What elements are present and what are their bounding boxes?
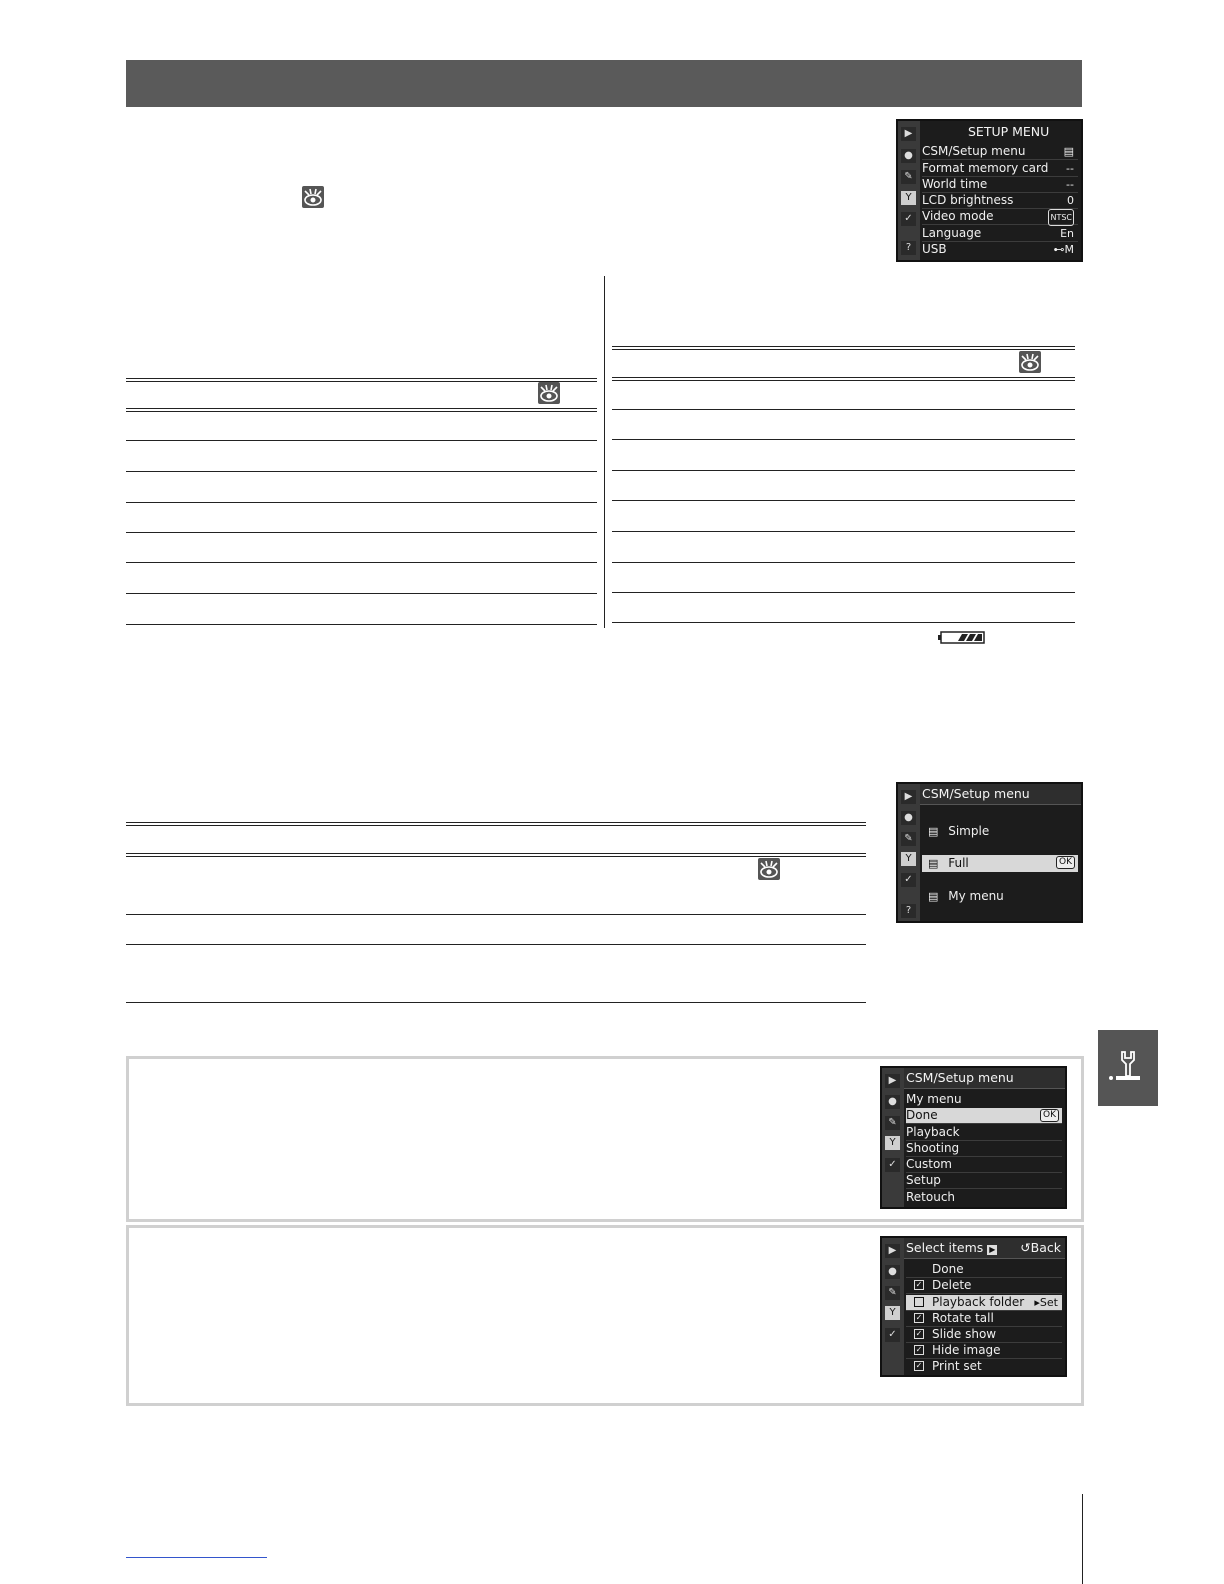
shooting-tab-icon: ● [901,811,916,825]
setup-tab-icon: Y [901,191,916,205]
back-icon: ↺ [1020,1240,1031,1255]
table-rule [612,470,1075,471]
table-rule [612,531,1075,532]
playback-tab-icon: ▶ [901,127,916,141]
checkbox-checked: ✓ [915,1344,923,1354]
table-rule [612,562,1075,563]
checkbox-unchecked [914,1297,924,1307]
my-menu-icon: ▤ [928,890,939,903]
menu-item: World time -- [922,177,1078,193]
table-rule [126,822,866,826]
footer-link-underline [126,1557,267,1558]
table-rule [126,624,597,625]
table-rule [126,593,597,594]
setup-tab-icon: Y [885,1306,900,1320]
back-label: ↺Back [1020,1240,1061,1255]
page-reference-icon [302,186,324,208]
table-rule [126,853,866,857]
menu-item: Custom [906,1157,1062,1173]
list-item: ✓ Print set [915,1359,982,1373]
playback-icon: ▶ [989,1245,996,1254]
checkbox-checked: ✓ [915,1312,923,1322]
menu-tab-column [882,1068,904,1207]
table-rule [126,408,597,412]
list-item: ✓ Hide image [906,1343,1062,1359]
table-rule [612,622,1075,623]
sub-title: My menu [906,1092,962,1106]
select-items-screenshot [880,1236,1067,1377]
checkbox-checked: ✓ [915,1279,923,1289]
screen-title: Select items ▶ [906,1240,996,1255]
list-item: ✓ Delete [906,1278,1062,1294]
screen-title: SETUP MENU [968,124,1050,139]
playback-tab-icon: ▶ [885,1074,900,1088]
menu-tab-column [898,121,920,260]
playback-tab-icon: ▶ [885,1244,900,1258]
list-item: ✓ Slide show [906,1327,1062,1343]
table-rule [126,440,597,441]
custom-tab-icon: ✎ [885,1286,900,1300]
page-edge-rule [1082,1494,1083,1584]
section-header-bar [126,60,1082,107]
checkbox-checked: ✓ [915,1328,923,1338]
shooting-tab-icon: ● [885,1095,900,1109]
custom-tab-icon: ✎ [901,832,916,846]
table-rule [612,439,1075,440]
menu-item: Shooting [906,1141,1062,1157]
page-reference-icon [758,858,780,880]
menu-item: Video mode NTSC [922,209,1078,225]
setup-menu-screenshot [896,119,1083,262]
menu-tab-column [898,784,920,921]
setup-section-tab [1098,1030,1158,1106]
menu-option: ▤ Simple [928,824,990,838]
full-icon: ▤ [928,857,939,870]
table-rule [126,1002,866,1003]
table-rule [612,409,1075,410]
shooting-tab-icon: ● [901,149,916,163]
menu-item: USB ⊷M [922,242,1074,256]
help-icon: ? [901,241,916,255]
ok-badge: OK [1056,856,1075,869]
list-item: Done [906,1262,1062,1278]
checkbox-checked: ✓ [915,1360,923,1370]
list-item-selected: Playback folder ▸Set [906,1295,1062,1311]
table-rule [612,377,1075,381]
menu-item: Retouch [906,1190,956,1204]
setup-tab-icon: Y [901,852,916,866]
table-rule [126,502,597,503]
battery-icon [938,631,986,649]
table-rule [126,944,866,945]
screen-title: CSM/Setup menu [906,1070,1014,1085]
table-rule [612,346,1075,350]
menu-item: LCD brightness 0 [922,193,1078,209]
column-divider [604,276,605,628]
retouch-tab-icon: ✓ [885,1158,900,1172]
table-rule [126,471,597,472]
table-rule [612,500,1075,501]
table-rule [126,914,866,915]
page-reference-icon [1019,351,1041,373]
help-icon: ? [901,904,916,918]
menu-item: Language En [922,226,1078,242]
table-rule [126,562,597,563]
shooting-tab-icon: ● [885,1265,900,1279]
menu-tab-column [882,1238,904,1375]
table-rule [126,378,597,382]
table-rule [126,532,597,533]
csm-setup-menu-screenshot [896,782,1083,923]
menu-item: CSM/Setup menu ▤ [922,144,1078,160]
custom-tab-icon: ✎ [885,1116,900,1130]
menu-option-selected: ▤ Full OK [922,855,1078,872]
retouch-tab-icon: ✓ [885,1328,900,1342]
menu-item: Setup [906,1173,1062,1189]
wrench-icon [1098,1030,1158,1106]
page-reference-icon [538,382,560,404]
my-menu-screenshot [880,1066,1067,1209]
custom-tab-icon: ✎ [901,170,916,184]
ok-badge: OK [1040,1109,1059,1122]
menu-item: Format memory card -- [922,161,1078,177]
playback-tab-icon: ▶ [901,790,916,804]
menu-option: ▤ My menu [928,889,1004,903]
setup-tab-icon: Y [885,1136,900,1150]
arrow-right-icon: ▸ [1034,1296,1040,1309]
retouch-tab-icon: ✓ [901,873,916,887]
simple-icon: ▤ [928,825,939,838]
table-rule [612,592,1075,593]
screen-title: CSM/Setup menu [922,786,1030,801]
list-item: ✓ Rotate tall [906,1311,1062,1327]
menu-item: Playback [906,1125,1062,1141]
menu-item-selected: Done OK [906,1108,1062,1124]
retouch-tab-icon: ✓ [901,212,916,226]
